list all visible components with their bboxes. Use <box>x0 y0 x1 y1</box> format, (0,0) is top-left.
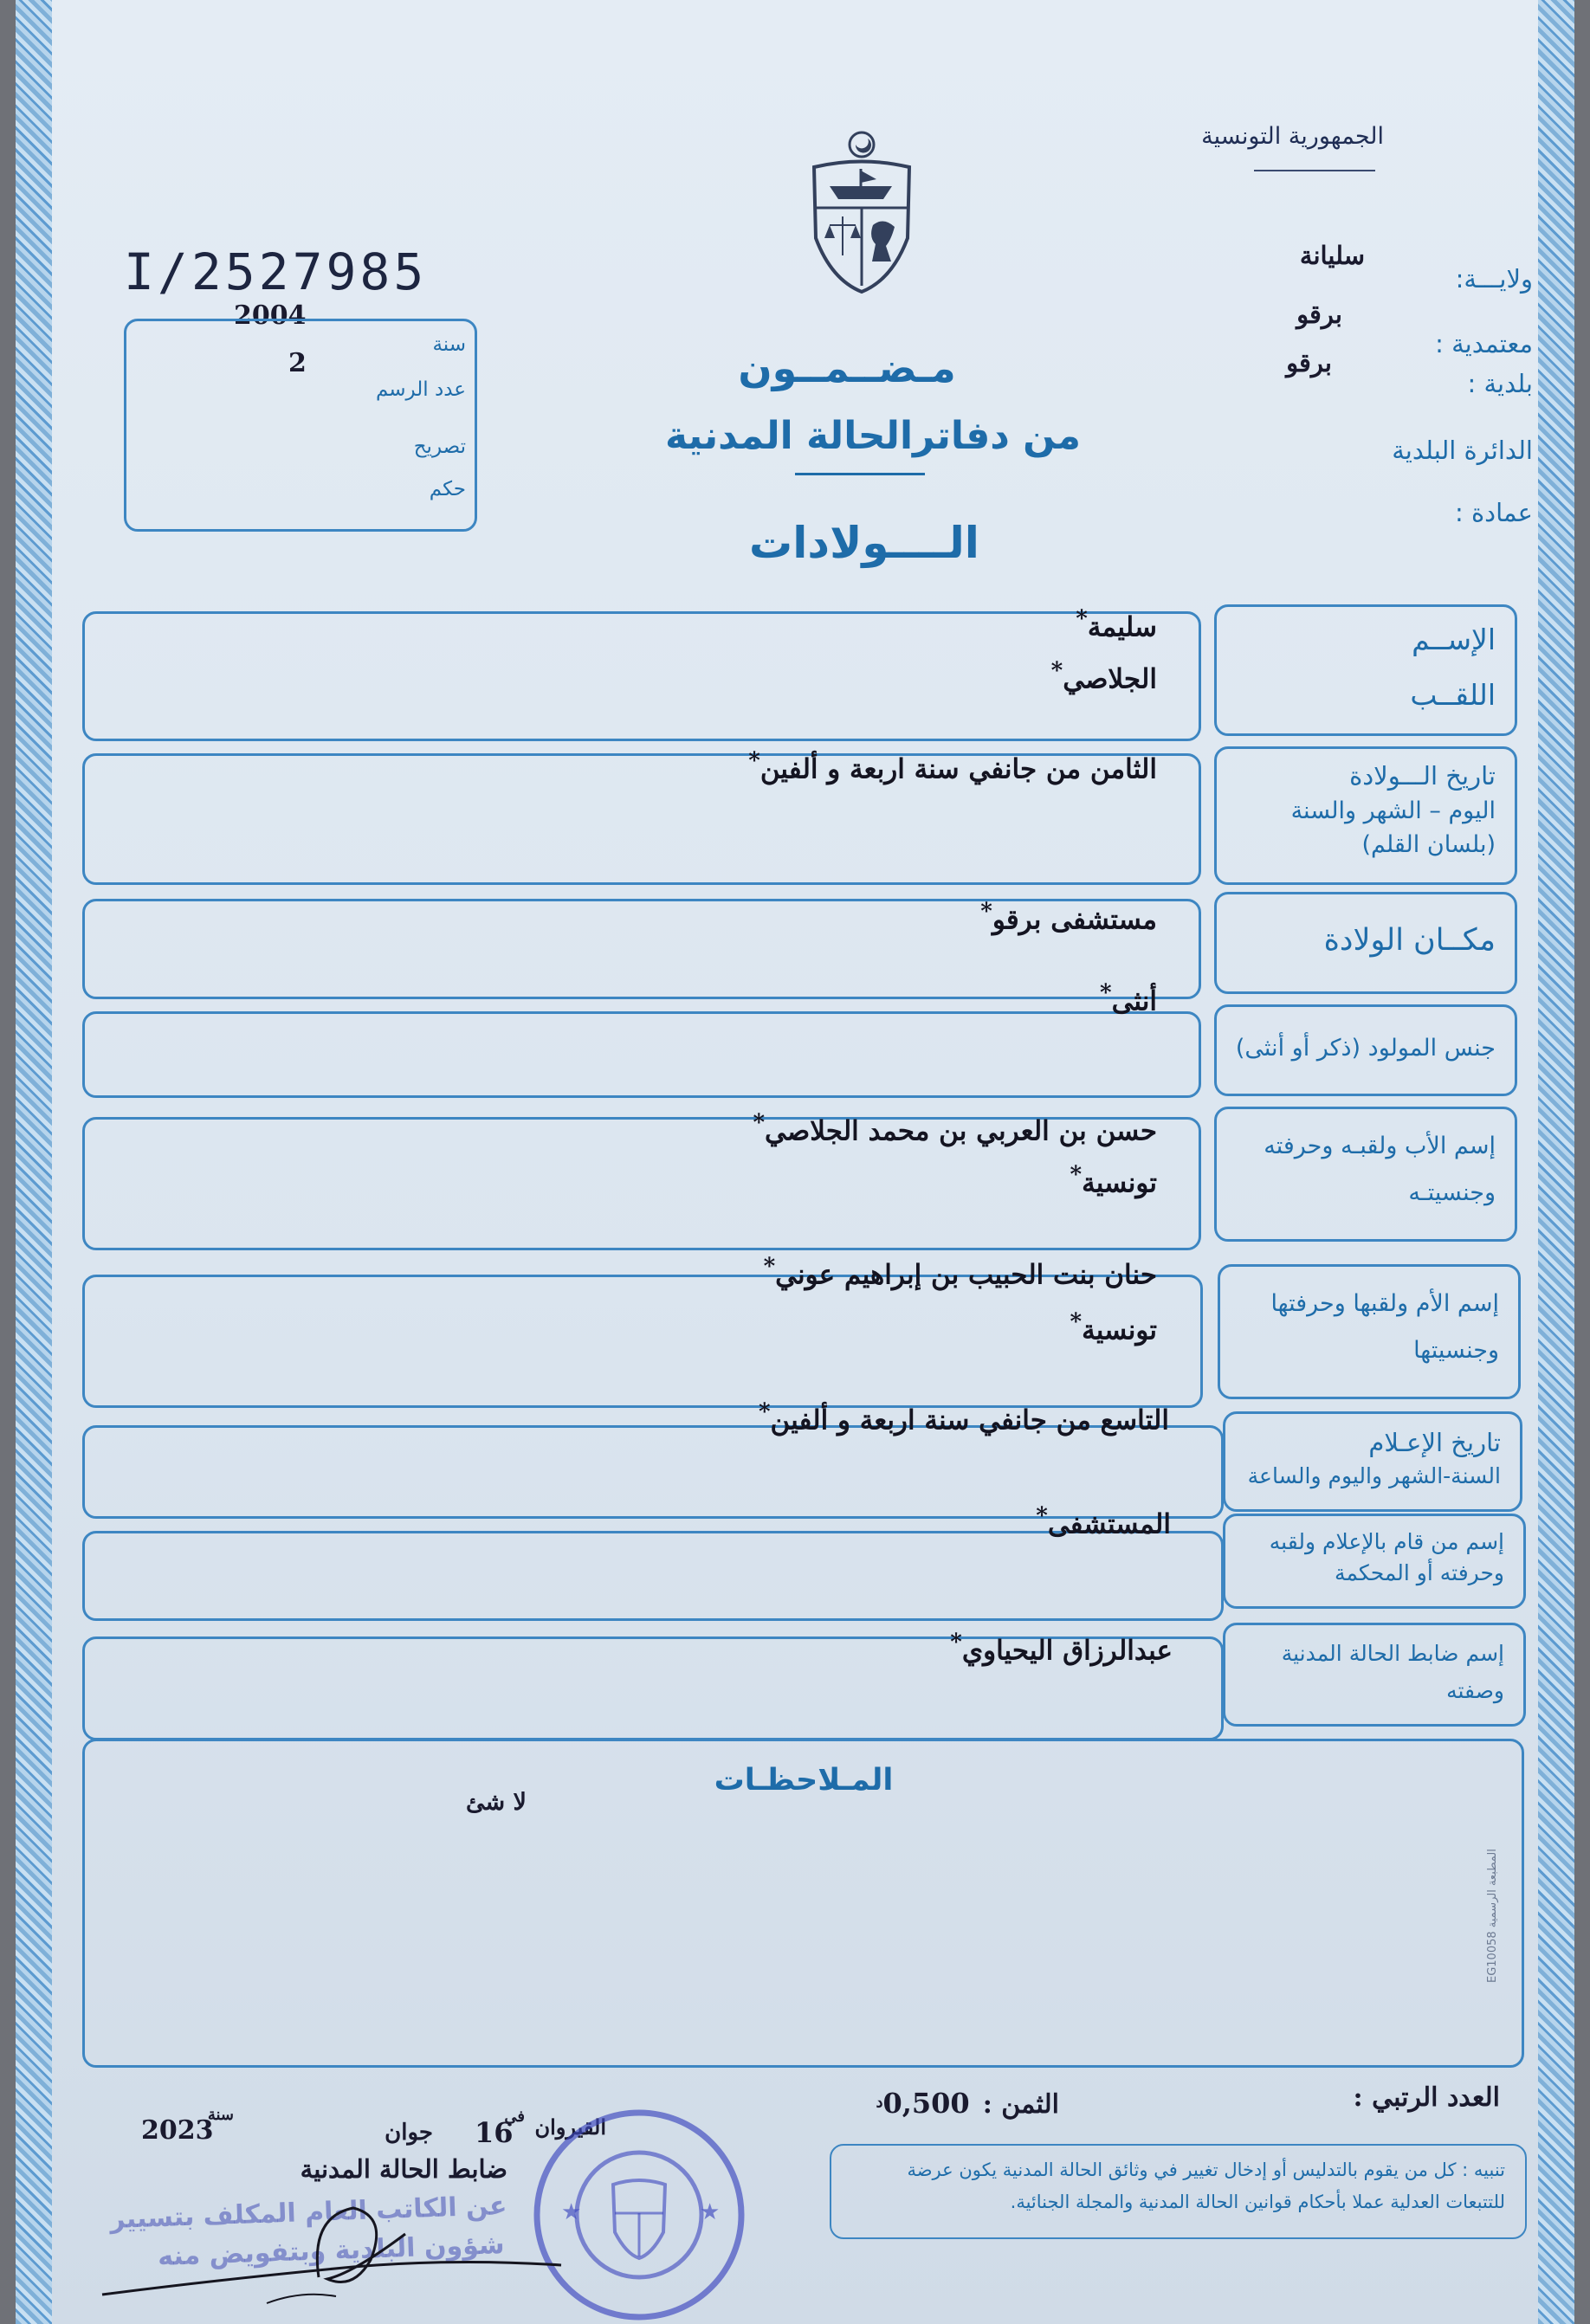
birthplace-label: مكــان الولادة <box>1323 923 1496 958</box>
registry-number-value: 2 <box>288 348 307 378</box>
motamadia-value: برقو <box>1296 300 1342 329</box>
surname-label: اللقــب <box>1410 677 1496 712</box>
date-day: 16 <box>475 2116 514 2149</box>
birthdate-label-box <box>1214 746 1517 885</box>
remarks-value: لا شئ <box>466 1789 527 1816</box>
header-ornament <box>1254 170 1375 171</box>
title-registers: من دفاترالحالة المدنية <box>664 414 1081 458</box>
stamp-line-2: شؤون البلدية وبتفويض منه <box>157 2230 505 2272</box>
name-label-box <box>1214 604 1517 736</box>
remarks-title: المـلاحظـات <box>714 1763 894 1798</box>
name-value-box <box>82 611 1201 741</box>
name-value: سليمة* <box>1076 606 1157 643</box>
price-value: 0,500 <box>882 2087 970 2120</box>
officer-label-2: وصفته <box>1446 1677 1504 1703</box>
mother-value-box <box>82 1275 1203 1408</box>
officer-title: ضابط الحالة المدنية <box>300 2154 507 2184</box>
decorative-border-left <box>16 0 52 2324</box>
mother-label-box <box>1218 1264 1521 1399</box>
title-summary: مـضــمــون <box>738 345 956 391</box>
price-group <box>876 2087 1059 2120</box>
father-label-2: وجنسيتـه <box>1408 1179 1496 1206</box>
republic-header: الجمهورية التونسية <box>1201 123 1384 150</box>
officer-label-1: إسم ضابط الحالة المدنية <box>1281 1641 1504 1666</box>
registry-judgment-label: حكم <box>429 478 466 500</box>
surname-value: الجلاصي* <box>1050 658 1157 695</box>
declared-label-1: تاريخ الإعـلام <box>1368 1428 1501 1457</box>
declarant-label-2: وحرفته أو المحكمة <box>1335 1560 1504 1586</box>
declarant-value-box <box>82 1531 1224 1621</box>
date-fi: في <box>504 2108 525 2126</box>
declarant-value: المستشفى* <box>1036 1503 1171 1540</box>
date-year-value: 2023 <box>141 2115 214 2146</box>
mother-value: حنان بنت الحبيب بن إبراهيم عوني* <box>763 1254 1157 1291</box>
birthplace-label-box <box>1214 892 1517 994</box>
father-value: حسن بن العربي بن محمد الجلاصي* <box>753 1110 1157 1147</box>
wilaya-value: سليانة <box>1299 241 1365 270</box>
birthplace-value: مستشفى برقو* <box>980 899 1157 936</box>
registry-number-label: عدد الرسم <box>375 378 466 401</box>
birthdate-value: الثامن من جانفي سنة اربعة و ألفين* <box>748 748 1157 785</box>
imada-label: عمادة : <box>1454 498 1533 527</box>
registry-declaration-label: تصريح <box>413 436 466 458</box>
price-label: الثمن : <box>982 2089 1059 2120</box>
father-nationality: تونسية* <box>1070 1162 1157 1199</box>
name-label: الإســم <box>1412 623 1496 656</box>
officer-label-box <box>1223 1623 1526 1727</box>
birthdate-label-2: اليوم – الشهر والسنة <box>1290 797 1496 825</box>
stamp-line-1: عن الكاتب العام المكلف بتسيير <box>109 2191 508 2235</box>
price-unit: د <box>876 2093 883 2112</box>
title-underline <box>795 473 925 475</box>
registry-year-label: سنة <box>432 333 466 356</box>
birth-certificate-sheet <box>16 0 1574 2324</box>
date-year-label: سنة <box>207 2106 234 2124</box>
sex-value-box <box>82 1011 1201 1098</box>
baladia-value: برقو <box>1286 348 1332 378</box>
order-number-label: العدد الرتبي : <box>1353 2082 1500 2113</box>
warning-text: تنبيه : كل من يقوم بالتدليس أو إدخال تغيير في وثائق الحالة المدنية يكون عرضة للتتبعات العدلية عملا بأحكام قوانين الحالة المدنية والمجلة الجنائية. <box>907 2159 1505 2212</box>
place-value: القيروان <box>534 2114 606 2140</box>
side-print-note: المطبعة الرسمية EG10058 <box>1486 1849 1499 1983</box>
handwritten-signature <box>94 2182 578 2324</box>
baladia-label: بلدية : <box>1467 369 1533 398</box>
declarant-label-box <box>1223 1514 1526 1609</box>
sex-value: أنثى* <box>1099 980 1157 1017</box>
decorative-border-right <box>1538 0 1574 2324</box>
coat-of-arms-icon <box>805 126 918 302</box>
father-label-1: إسم الأب ولقبـه وحرفته <box>1264 1133 1496 1159</box>
svg-text:★: ★ <box>561 2199 582 2225</box>
declared-label-box <box>1223 1411 1522 1512</box>
officer-value: عبدالرزاق اليحياوي* <box>950 1630 1173 1667</box>
mother-nationality: تونسية* <box>1070 1309 1157 1346</box>
title-births: الــــولادات <box>749 518 979 568</box>
daira-label: الدائرة البلدية <box>1392 436 1533 465</box>
motamadia-label: معتمدية : <box>1435 329 1533 358</box>
mother-label-2: وجنسيتها <box>1413 1337 1499 1364</box>
declared-label-2: السنة-الشهر واليوم والساعة <box>1247 1463 1501 1489</box>
date-month: جوان <box>385 2120 433 2146</box>
sex-label-box <box>1214 1004 1517 1096</box>
declared-value: التاسع من جانفي سنة اربعة و ألفين* <box>758 1399 1169 1436</box>
wilaya-label: ولايـــة: <box>1455 264 1533 294</box>
father-label-box <box>1214 1107 1517 1242</box>
declarant-label-1: إسم من قام بالإعلام ولقبه <box>1269 1529 1504 1554</box>
birthdate-label-3: (بلسان القلم) <box>1361 831 1496 859</box>
registry-year-value: 2004 <box>234 300 307 331</box>
mother-label-1: إسم الأم ولقبها وحرفتها <box>1270 1290 1499 1317</box>
serial-number: I/2527985 <box>124 242 428 301</box>
svg-text:★: ★ <box>700 2199 721 2225</box>
birthdate-label-1: تاريخ الـــولادة <box>1349 761 1496 791</box>
sex-label: جنس المولود (ذكر أو أنثى) <box>1235 1035 1496 1062</box>
